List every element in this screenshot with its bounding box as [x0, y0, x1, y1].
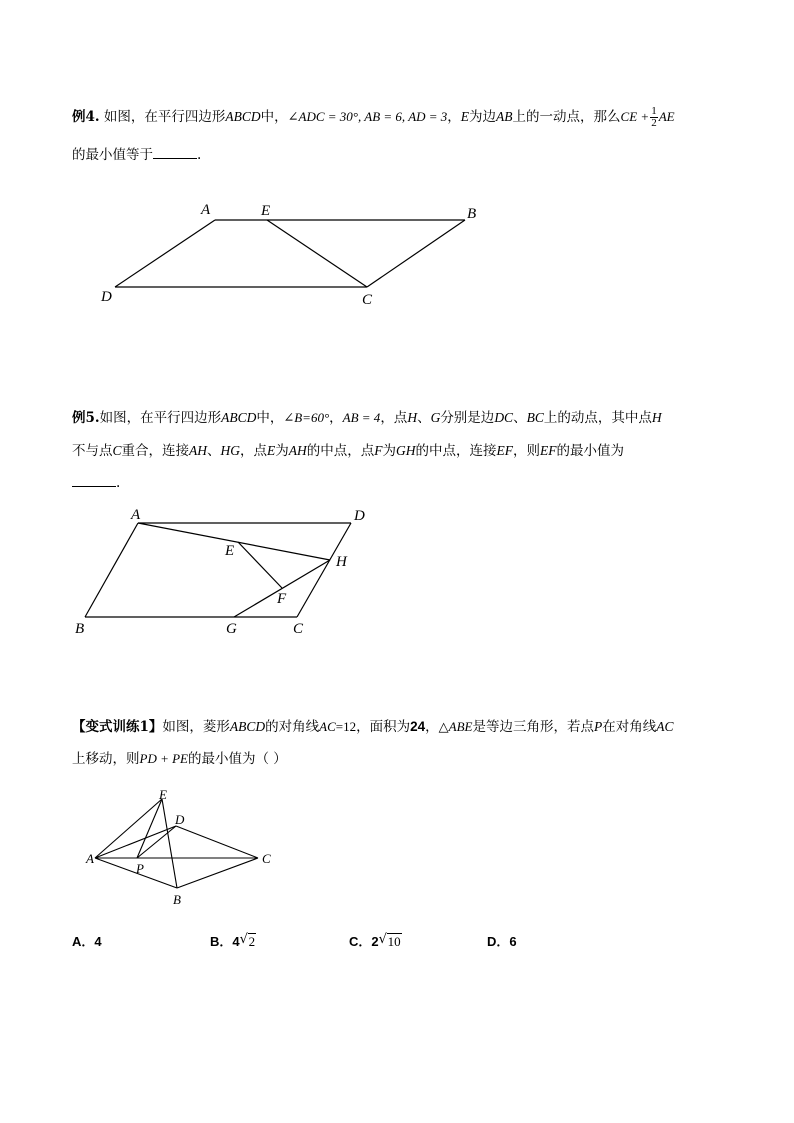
ex5-label: 例5. [72, 410, 100, 426]
ex5-l2-t4: ，点 [240, 443, 268, 459]
segment-ec [267, 220, 367, 287]
answer-blank [72, 474, 116, 487]
segment-ba [85, 523, 138, 617]
label-e: E [159, 787, 167, 802]
ex5-l3-end: . [116, 475, 121, 491]
ex4-condition: ∠ADC = 30°, AB = 6, AD = 3 [287, 109, 448, 124]
ex4-t5: 上的一动点，那么 [512, 109, 621, 125]
var1-t6: 在对角线 [602, 719, 657, 735]
label-c: C [362, 292, 373, 308]
ex5-l2-t8: 的中点，连接 [415, 443, 497, 459]
label-d: D [354, 508, 365, 524]
var1-t5: 是等边三角形，若点 [472, 719, 594, 735]
ex5-g: G [430, 410, 441, 425]
segment-da [115, 220, 215, 287]
var1-t4: ， [425, 719, 439, 735]
ex5-t5: 、 [417, 410, 431, 426]
frac-den: 2 [651, 117, 657, 129]
ex5-hg: HG [220, 443, 241, 458]
var1-t1: 如图，菱形 [162, 719, 230, 735]
option-c[interactable] [349, 931, 402, 950]
ex5-t7: 、 [513, 410, 527, 426]
option-b-label: B．4 [210, 934, 240, 949]
ex5-abcd: ABCD [221, 410, 257, 425]
ex5-bc: BC [526, 410, 544, 425]
label-a: A [201, 202, 211, 218]
label-e: E [261, 203, 271, 219]
sqrt-symbol [379, 934, 402, 950]
option-a-label: A．4 [72, 934, 102, 949]
label-g: G [226, 621, 237, 637]
ex5-ah: AH [189, 443, 208, 458]
ex4-abcd: ABCD [225, 109, 261, 124]
option-c-radicand: 10 [387, 934, 401, 949]
figure-rhombus-var1 [0, 780, 794, 910]
radical-sign-icon: √ [378, 932, 387, 947]
ex5-t4: ，点 [380, 410, 408, 426]
option-d-label: D．6 [487, 934, 517, 949]
figure-parallelogram-ex4 [0, 0, 794, 330]
var1-eq: =12 [335, 719, 357, 734]
ex4-ce: CE + [620, 109, 650, 124]
segment-pd [137, 826, 176, 858]
ex4-ae: AE [658, 109, 675, 124]
label-d: D [175, 812, 185, 827]
segment-pe [137, 799, 162, 858]
ex5-line2 [72, 442, 624, 460]
ex5-t3: ， [329, 410, 343, 426]
ex5-line3 [72, 474, 120, 492]
label-b: B [75, 621, 85, 637]
ex5-t2: 中， [256, 410, 284, 426]
ex5-e: E [267, 443, 276, 458]
var1-t3: ，面积为 [356, 719, 411, 735]
option-a[interactable] [72, 931, 102, 950]
ex5-angle: ∠B=60° [283, 410, 330, 425]
ex5-dc: DC [494, 410, 514, 425]
ex5-t6: 分别是边 [440, 410, 495, 426]
label-a: A [131, 507, 141, 523]
ex5-l2-t1: 不与点 [72, 443, 113, 459]
var1-p: P [593, 719, 603, 734]
ex4-t7: . [197, 147, 202, 163]
ex5-ef: EF [496, 443, 514, 458]
var1-ac2: AC [656, 719, 674, 734]
ex4-t2: 中， [260, 109, 288, 125]
var1-ac: AC [319, 719, 336, 734]
ex5-l2-t3: 、 [207, 443, 221, 459]
segment-bc [367, 220, 465, 287]
label-d: D [101, 289, 112, 305]
ex4-t6: 的最小值等于 [72, 147, 153, 163]
var1-line1 [72, 718, 674, 736]
ex4-t3: ， [447, 109, 461, 125]
option-d[interactable] [487, 931, 517, 950]
ex5-l2-t9: ，则 [513, 443, 541, 459]
label-e: E [225, 543, 235, 559]
label-b: B [173, 892, 181, 907]
ex4-e: E [460, 109, 470, 124]
ex5-gh: GH [396, 443, 416, 458]
label-h: H [336, 554, 347, 570]
ex5-ef2: EF [540, 443, 557, 458]
ex4-ab: AB [496, 109, 513, 124]
ex4-text: 如图，在平行四边形 [103, 109, 226, 125]
sqrt-symbol [240, 934, 257, 950]
segment-ad [95, 826, 176, 858]
ex5-ah2: AH [288, 443, 307, 458]
var1-area: 24 [410, 719, 426, 734]
ex4-label: 例4. [72, 109, 100, 125]
radical-sign-icon: √ [239, 932, 248, 947]
var1-pdpe: PD + PE [139, 751, 188, 766]
label-c: C [293, 621, 304, 637]
option-b-radicand: 2 [248, 934, 256, 949]
label-f: F [277, 591, 287, 607]
label-a: A [86, 851, 94, 866]
var1-label: 【变式训练1】 [72, 719, 163, 735]
ex5-ab: AB = 4 [342, 410, 381, 425]
var1-abcd: ABCD [229, 719, 266, 734]
label-b: B [467, 206, 477, 222]
ex5-l2-t10: 的最小值为 [556, 443, 625, 459]
frac-num: 1 [651, 105, 657, 117]
ex5-l2-t6: 的中点，点 [306, 443, 375, 459]
segment-dc [297, 523, 351, 617]
label-c: C [262, 851, 271, 866]
option-c-label: C．2 [349, 934, 379, 949]
ex5-f: F [374, 443, 383, 458]
figure-parallelogram-ex5 [0, 495, 794, 645]
ex5-h: H [407, 410, 418, 425]
option-b[interactable] [210, 931, 256, 950]
ex5-l2-t5: 为 [275, 443, 289, 459]
ex4-t4: 为边 [469, 109, 497, 125]
ex5-l2-t2: 重合，连接 [121, 443, 190, 459]
var1-line2 [72, 750, 287, 768]
ex5-c: C [112, 443, 122, 458]
segment-dc [176, 826, 258, 858]
ex5-l2-t7: 为 [382, 443, 397, 459]
var1-t2: 的对角线 [265, 719, 320, 735]
var1-tri: △ABE [438, 719, 473, 734]
ex5-line1 [72, 409, 662, 427]
var1-l2-t1: 上移动，则 [72, 751, 140, 767]
segment-ae [95, 799, 162, 858]
segment-cb [177, 858, 258, 888]
var1-l2-t2: 的最小值为（ ） [187, 751, 287, 767]
ex5-h2: H [651, 410, 662, 425]
segment-hg [234, 560, 330, 617]
ex5-t1: 如图，在平行四边形 [99, 410, 222, 426]
label-p: P [136, 861, 144, 876]
ex5-t8: 上的动点，其中点 [543, 410, 652, 426]
